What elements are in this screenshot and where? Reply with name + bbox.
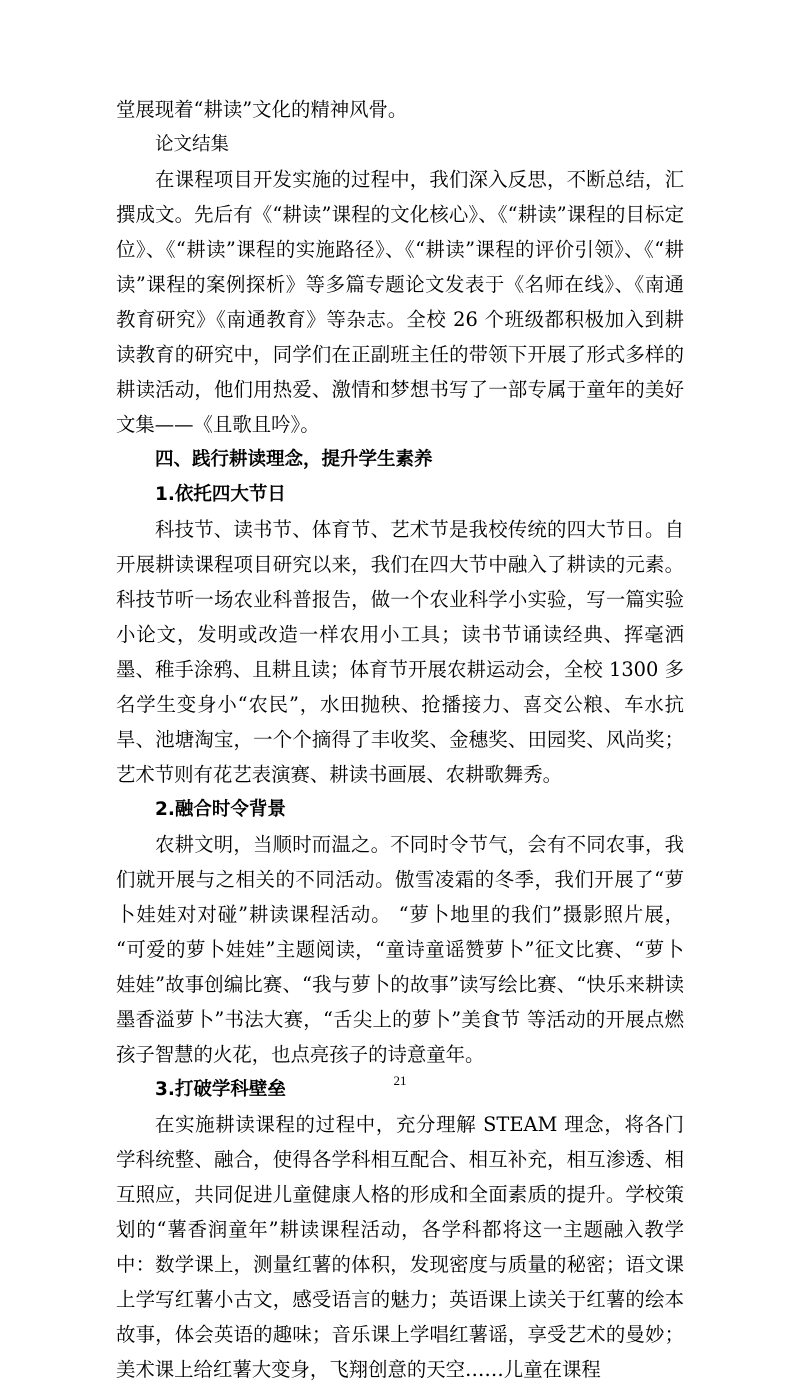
subsection-heading-3: 3.打破学科壁垒 (155, 1079, 286, 1100)
subsection-heading-1: 1.依托四大节日 (155, 484, 286, 505)
section-heading-4: 四、践行耕读理念，提升学生素养 (155, 449, 433, 470)
paragraph-festivals: 科技节、读书节、体育节、艺术节是我校传统的四大节日。自开展耕读课程项目研究以来，我们在四大节中融入了耕读的元素。科技节听一场农业科普报告，做一个农业科学小实验，写一篇实验小论文，发明或改造一样农用小工具；读书节诵读经典、挥毫洒墨、稚手涂鸦、且耕且读；体育节开展农耕运动会，全校 1300 多名学生变身小“农民”，水田抛秧、抢播接力、喜交公粮、车水抗旱、池塘淘宝，一个个摘得了丰收奖、金穗奖、田园奖、风尚奖；艺术节则有花艺表演赛、耕读书画展、农耕歌舞秀。 (116, 518, 684, 786)
paragraph-continuation: 堂展现着“耕读”文化的精神风骨。 (116, 98, 408, 121)
page-number: 21 (393, 1073, 407, 1088)
document-body (116, 92, 684, 1387)
paragraph-seasons: 农耕文明，当顺时而温之。不同时令节气，会有不同农事，我们就开展与之相关的不同活动。傲雪凌霜的冬季，我们开展了“萝卜娃娃对对碰”耕读课程活动。 “萝卜地里的我们”摄影照片展， “可爱的萝卜娃娃”主题阅读，“童诗童谣赞萝卜”征文比赛、“萝卜娃娃”故事创编比赛、“我与萝卜的故事”读写绘比赛、“快乐来耕读 墨香溢萝卜”书法大赛，“舌尖上的萝卜”美食节 等活动的开展点燃孩子智慧的火花，也点亮孩子的诗意童年。 (116, 833, 684, 1066)
subheading-papers: 论文结集 (155, 134, 230, 155)
subsection-heading-2: 2.融合时令背景 (155, 799, 286, 820)
paragraph-disciplines: 在实施耕读课程的过程中，充分理解 STEAM 理念，将各门学科统整、融合，使得各学科相互配合、相互补充，相互渗透、相互照应，共同促进儿童健康人格的形成和全面素质的提升。学校策划的“薯香润童年”耕读课程活动，各学科都将这一主题融入教学中：数学课上，测量红薯的体积，发现密度与质量的秘密；语文课上学写红薯小古文，感受语言的魅力；英语课上读关于红薯的绘本故事，体会英语的趣味；音乐课上学唱红薯谣，享受艺术的曼妙；美术课上给红薯大变身，飞翔创意的天空……儿童在课程 (116, 1113, 684, 1381)
paragraph-papers: 在课程项目开发实施的过程中，我们深入反思，不断总结，汇撰成文。先后有《“耕读”课程的文化核心》、《“耕读”课程的目标定位》、《“耕读”课程的实施路径》、《“耕读”课程的评价引领》、《“耕读”课程的案例探析》等多篇专题论文发表于《名师在线》、《南通教育研究》《南通教育》等杂志。全校 26 个班级都积极加入到耕读教育的研究中，同学们在正副班主任的带领下开展了形式多样的耕读活动，他们用热爱、激情和梦想书写了一部专属于童年的美好文集——《且歌且吟》。 (116, 168, 684, 436)
